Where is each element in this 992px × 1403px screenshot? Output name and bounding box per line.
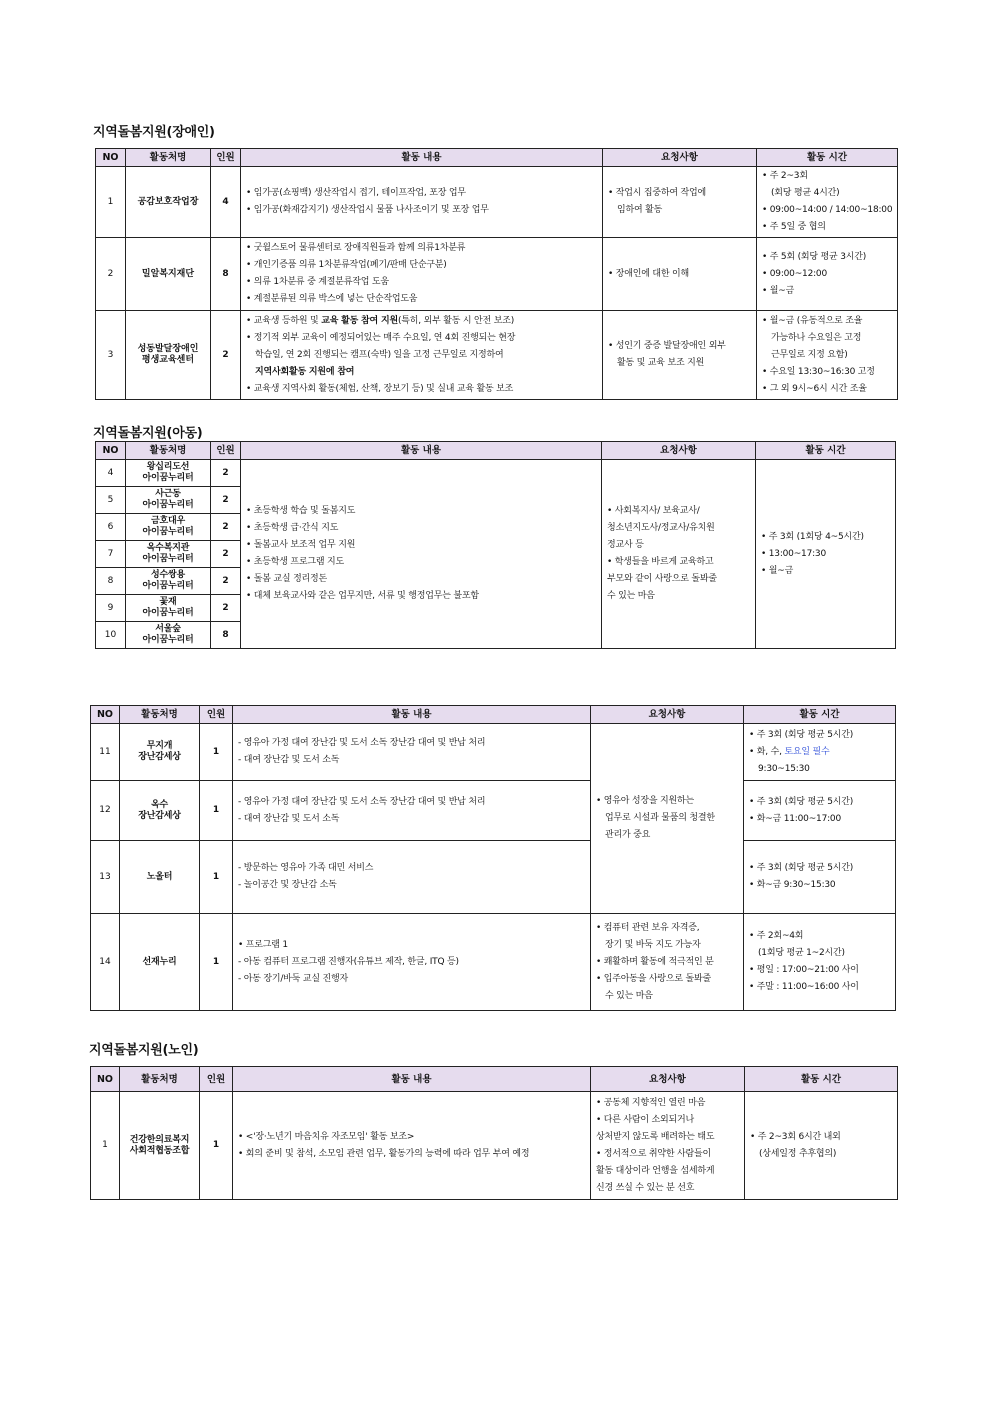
place-line: 옥수 (151, 799, 168, 810)
shared-time (756, 460, 896, 649)
time-line: 가능하나 수요일은 고정 (771, 332, 862, 343)
header-place: 활동처명 (120, 706, 200, 724)
content-line: • 초등학생 학습 및 돌봄지도 (246, 506, 356, 516)
row-place: 밀알복지재단 (126, 238, 211, 311)
content-line: • 의류 1차분류 중 계절분류작업 도움 (246, 277, 389, 287)
content-line: - 놀이공간 및 장난감 소독 (238, 880, 337, 890)
content-line: - 아동 컴퓨터 프로그램 진행자(유튜브 제작, 한글, ITQ 등) (238, 956, 459, 967)
time-line: • 주 3회 (회당 평균 5시간) (749, 796, 854, 807)
row-no: 10 (96, 622, 126, 649)
content-line: • 개인기증품 의류 1차분류작업(폐기/판매 단순구분) (246, 260, 447, 270)
time-text: • 화, 수, (749, 746, 785, 757)
row-no: 1 (96, 167, 126, 238)
header-no: NO (96, 442, 126, 460)
row-place (120, 841, 200, 914)
place-line: 사회적협동조합 (129, 1145, 190, 1156)
time-line: • 주 3회 (회당 평균 5시간) (749, 863, 854, 873)
content-line: • 교육생 지역사회 활동(체험, 산책, 장보기 등) 및 실내 교육 활동 보조 (246, 383, 514, 394)
place-line: 건강한의료복지 (129, 1134, 190, 1145)
row-time (744, 724, 896, 781)
request-line: 청소년지도사/정교사/유치원 (607, 523, 715, 533)
time-line: • 주말 : 11:00~16:00 사이 (749, 982, 859, 992)
content-line: • 굿윌스토어 물류센터로 장애직원들과 함께 의류1차분류 (246, 243, 466, 253)
time-line: • 주 5일 중 협의 (762, 222, 826, 232)
request-line: • 공동체 지향적인 열린 마음 (596, 1097, 706, 1108)
time-line: • 주 3회 (회당 평균 5시간) (749, 729, 854, 740)
row-count: 1 (200, 724, 233, 781)
row-no: 7 (96, 541, 126, 568)
table-row (91, 1092, 898, 1200)
place-line: 아이꿈누리터 (142, 581, 194, 591)
content-line: - 영유아 가정 대여 장난감 및 도서 소독 장난감 대여 및 반납 처리 (238, 796, 486, 807)
request-line: 상처받지 않도록 배려하는 태도 (596, 1131, 715, 1142)
row-no: 4 (96, 460, 126, 487)
row-no: 1 (91, 1092, 120, 1200)
row-time (757, 238, 898, 311)
row-count: 1 (200, 781, 233, 841)
request-line: 활동 대상이라 언행을 섬세하게 (596, 1165, 715, 1176)
content-line: • 대체 보육교사와 같은 업무지만, 서류 및 행정업무는 불포함 (246, 591, 479, 601)
time-line: (1회당 평균 1~2시간) (758, 948, 845, 958)
place-line: 꽃재 (159, 597, 177, 607)
request-line: • 사회복지사/ 보육교사/ (607, 506, 700, 516)
time-line: • 주 5회 (회당 평균 3시간) (762, 251, 867, 262)
time-line: • 주 2~3회 6시간 내외 (750, 1131, 841, 1142)
row-no: 6 (96, 514, 126, 541)
row-count: 1 (200, 841, 233, 914)
request-line: 정교사 등 (607, 540, 644, 550)
time-line: • 그 외 9시~6시 시간 조율 (762, 383, 867, 394)
content-line: - 아동 장기/바둑 교실 진행자 (238, 973, 348, 984)
request-line: 임하여 활동 (617, 205, 663, 215)
header-time: 활동 시간 (756, 442, 896, 460)
header-place: 활동처명 (120, 1067, 200, 1092)
row-place (120, 914, 200, 1011)
place-line: 아이꿈누리터 (142, 473, 194, 483)
header-no: NO (91, 1067, 120, 1092)
header-time: 활동 시간 (744, 706, 896, 724)
time-line: • 월~금 (762, 285, 795, 296)
section-title-elderly: 지역돌봄지원(노인) (89, 1043, 199, 1058)
row-time (757, 167, 898, 238)
row-no: 12 (91, 781, 120, 841)
request-line: 장기 및 바둑 지도 가능자 (605, 939, 701, 950)
place-line: 아이꿈누리터 (142, 554, 194, 564)
request-line: • 영유아 성장을 지원하는 (596, 796, 695, 806)
request-line: • 학생들을 바르게 교육하고 (607, 557, 714, 567)
place-line: 아이꿈누리터 (142, 635, 194, 645)
request-line: • 장애인에 대한 이해 (608, 268, 690, 279)
content-line: - 대여 장난감 및 도서 소독 (238, 813, 340, 824)
row-count: 2 (211, 568, 241, 595)
request-line: • 정서적으로 취약한 사람들이 (596, 1148, 712, 1159)
table-row (96, 167, 898, 238)
row-count: 2 (211, 460, 241, 487)
table-header (96, 442, 896, 460)
time-line: • 화~금 11:00~17:00 (749, 813, 841, 824)
place-line: 금호대우 (151, 516, 185, 526)
table-row (96, 460, 896, 487)
content-line (246, 313, 597, 330)
header-content: 활동 내용 (233, 706, 591, 724)
request-line: 신경 쓰실 수 있는 분 선호 (596, 1182, 695, 1193)
row-place (126, 487, 211, 514)
row-content (233, 724, 591, 781)
time-line: • 09:00~14:00 / 14:00~18:00 (762, 205, 893, 215)
row-place (126, 622, 211, 649)
header-content: 활동 내용 (241, 149, 603, 167)
row-time (744, 841, 896, 914)
table-elderly (90, 1066, 898, 1200)
row-place (120, 1092, 200, 1200)
required-saturday-text: 토요일 필수 (784, 746, 830, 757)
header-place: 활동처명 (126, 149, 211, 167)
request-line: 수 있는 마음 (605, 990, 653, 1001)
content-line: • 초등학생 급·간식 지도 (246, 523, 339, 533)
content-line: • 계절분류된 의류 박스에 넣는 단순작업도움 (246, 294, 418, 304)
time-line: • 평일 : 17:00~21:00 사이 (749, 965, 859, 975)
time-line: • 주 2~3회 (762, 171, 808, 181)
content-line: • 초등학생 프로그램 지도 (246, 557, 345, 567)
header-content: 활동 내용 (241, 442, 602, 460)
row-place (126, 514, 211, 541)
row-place (120, 724, 200, 781)
row-content (233, 1092, 591, 1200)
request-line: • 컴퓨터 관련 보유 자격증, (596, 922, 700, 933)
header-time: 활동 시간 (745, 1067, 898, 1092)
header-place: 활동처명 (126, 442, 211, 460)
row-no: 8 (96, 568, 126, 595)
row-count: 2 (211, 487, 241, 514)
header-time: 활동 시간 (757, 149, 898, 167)
content-line: 학습일, 연 2회 진행되는 캠프(숙박) 일을 고정 근무일로 지정하여 (255, 349, 504, 360)
row-request (603, 311, 757, 400)
time-line: • 13:00~17:30 (761, 548, 826, 559)
row-place (126, 595, 211, 622)
table-disabled (95, 148, 898, 400)
content-bold-line: 지역사회활동 지원에 참여 (255, 366, 355, 377)
place-line: 장난감세상 (138, 810, 181, 821)
request-line: • 성인기 중증 발달장애인 외부 (608, 341, 726, 351)
time-line: • 수요일 13:30~16:30 고정 (762, 366, 875, 377)
time-line: • 월~금 (761, 565, 794, 576)
header-content: 활동 내용 (233, 1067, 591, 1092)
row-no: 11 (91, 724, 120, 781)
time-line: 근무일로 지정 요함) (771, 349, 848, 360)
request-line: 활동 및 교육 보조 지원 (617, 358, 705, 368)
row-content (241, 238, 603, 311)
place-line: 아이꿈누리터 (142, 500, 194, 510)
row-count: 8 (211, 622, 241, 649)
table-row (91, 914, 896, 1011)
content-line: - 대여 장난감 및 도서 소독 (238, 755, 340, 765)
time-line: • 09:00~12:00 (762, 268, 827, 279)
header-request: 요청사항 (603, 149, 757, 167)
row-no: 2 (96, 238, 126, 311)
row-count: 4 (211, 167, 241, 238)
place-line: 왕십리도선 (146, 462, 190, 472)
row-place (120, 781, 200, 841)
shared-request (591, 724, 744, 914)
table-header (91, 1067, 898, 1092)
header-request: 요청사항 (591, 1067, 745, 1092)
content-line: • <'장·노년기 마음치유 자조모임' 활동 보조> (238, 1131, 415, 1142)
row-count: 1 (200, 914, 233, 1011)
table-row (91, 841, 896, 914)
place-line: 무지개 (146, 741, 173, 751)
content-line: • 임가공(화재감지기) 생산작업시 물품 나사조이기 및 포장 업무 (246, 205, 489, 215)
row-count: 8 (211, 238, 241, 311)
place-line: 아이꿈누리터 (142, 608, 194, 618)
place-line: 노올터 (146, 871, 173, 882)
request-line: • 작업시 집중하여 작업에 (608, 188, 707, 198)
row-request (603, 238, 757, 311)
row-no: 3 (96, 311, 126, 400)
time-line: • 주 2회~4회 (749, 931, 804, 941)
row-place: 공감보호작업장 (126, 167, 211, 238)
header-no: NO (91, 706, 120, 724)
place-line: 성수쌍용 (151, 570, 185, 580)
table-infants (90, 705, 896, 1011)
place-line: 장난감세상 (138, 752, 181, 762)
place-line: 사근동 (155, 489, 181, 499)
content-bold-text: 교육 활동 참여 지원 (321, 315, 398, 326)
header-count: 인원 (200, 706, 233, 724)
header-no: NO (96, 149, 126, 167)
row-count: 2 (211, 541, 241, 568)
table-row (91, 781, 896, 841)
row-place (126, 541, 211, 568)
time-line: • 주 3회 (1회당 4~5시간) (761, 531, 864, 542)
row-no: 13 (91, 841, 120, 914)
row-count: 2 (211, 311, 241, 400)
header-count: 인원 (211, 149, 241, 167)
row-time (745, 1092, 898, 1200)
request-line: 관리가 중요 (605, 830, 651, 840)
shared-request (602, 460, 756, 649)
row-place: 성동발달장애인 평생교육센터 (126, 311, 211, 400)
request-line: 수 있는 마음 (607, 591, 655, 601)
place-line: 옥수복지관 (146, 543, 190, 553)
row-request (591, 914, 744, 1011)
section-title-disabled: 지역돌봄지원(장애인) (93, 125, 215, 140)
time-line (749, 744, 890, 761)
content-text: (특히, 외부 활동 시 안전 보조) (397, 315, 515, 326)
row-request (591, 1092, 745, 1200)
content-line: • 프로그램 1 (238, 939, 288, 950)
request-line: 업무로 시설과 물품의 청결한 (605, 813, 715, 823)
row-no: 9 (96, 595, 126, 622)
row-no: 5 (96, 487, 126, 514)
time-line: (상세일정 추후협의) (759, 1148, 837, 1159)
row-time (744, 914, 896, 1011)
row-content (241, 311, 603, 400)
row-count: 2 (211, 514, 241, 541)
time-line: 9:30~15:30 (758, 763, 810, 774)
table-children (95, 441, 896, 649)
place-line: 선재누리 (142, 956, 177, 967)
table-row (91, 724, 896, 781)
row-no: 14 (91, 914, 120, 1011)
content-line: • 정기적 외부 교육이 예정되어있는 매주 수요일, 연 4회 진행되는 현장 (246, 332, 516, 343)
section-title-children: 지역돌봄지원(아동) (93, 426, 203, 441)
shared-content (241, 460, 602, 649)
row-content (233, 841, 591, 914)
content-line: • 돌봄 교실 정리정돈 (246, 574, 328, 584)
row-time (757, 311, 898, 400)
row-time (744, 781, 896, 841)
header-count: 인원 (211, 442, 241, 460)
row-place (126, 460, 211, 487)
row-content (233, 781, 591, 841)
content-line: - 방문하는 영유아 가족 대민 서비스 (238, 863, 374, 873)
content-line: • 임가공(쇼핑백) 생산작업시 접기, 테이프작업, 포장 업무 (246, 188, 466, 198)
table-header (96, 149, 898, 167)
place-line: 아이꿈누리터 (142, 527, 194, 537)
request-line: • 입주아동을 사랑으로 돌봐줄 (596, 973, 712, 984)
content-line: • 회의 준비 및 참석, 소모임 관련 업무, 활동가의 능력에 따라 업무 부여 예정 (238, 1148, 530, 1159)
table-header (91, 706, 896, 724)
content-line: - 영유아 가정 대여 장난감 및 도서 소독 장난감 대여 및 반납 처리 (238, 738, 486, 748)
table-row (96, 311, 898, 400)
header-count: 인원 (200, 1067, 233, 1092)
content-line: • 돌봄교사 보조적 업무 지원 (246, 540, 356, 550)
request-line: • 쾌활하며 활동에 적극적인 분 (596, 956, 714, 967)
row-count: 1 (200, 1092, 233, 1200)
time-line: (회당 평균 4시간) (771, 188, 840, 198)
table-row (96, 238, 898, 311)
row-content (233, 914, 591, 1011)
header-request: 요청사항 (602, 442, 756, 460)
request-line: 부모와 같이 사랑으로 돌봐줄 (607, 574, 717, 584)
time-line: • 월~금 (유동적으로 조율 (762, 315, 863, 326)
header-request: 요청사항 (591, 706, 744, 724)
row-request (603, 167, 757, 238)
row-content (241, 167, 603, 238)
content-text: • 교육생 등하원 및 (246, 315, 322, 326)
row-place (126, 568, 211, 595)
request-line: • 다른 사람이 소외되거나 (596, 1114, 695, 1125)
time-line: • 화~금 9:30~15:30 (749, 880, 836, 890)
place-line: 서울숲 (155, 624, 181, 634)
row-count: 2 (211, 595, 241, 622)
